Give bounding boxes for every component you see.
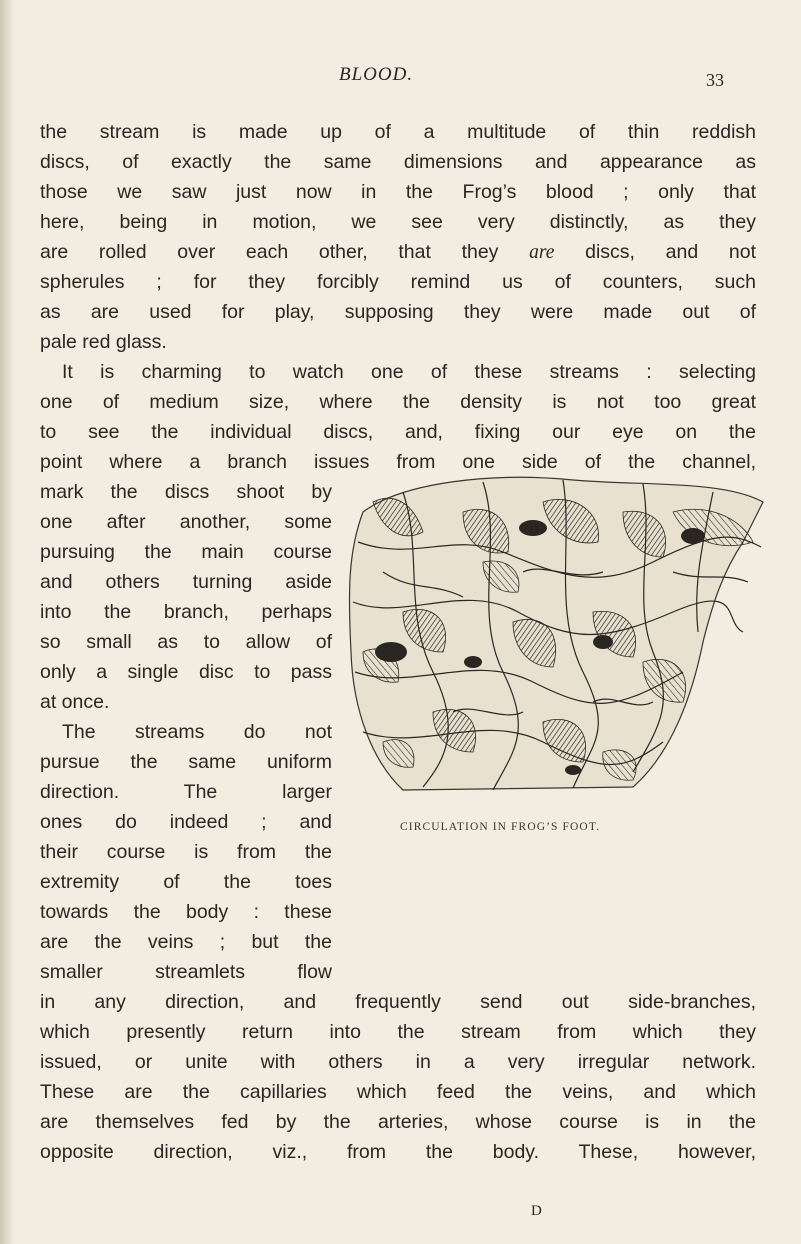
text-line: the stream is made up of a multitude of thin reddish <box>40 121 756 143</box>
text-line: ones do indeed ; and <box>40 811 332 833</box>
text-fragment: are rolled over each other, that they <box>40 241 530 263</box>
text-line: These are the capillaries which feed the veins, and which <box>40 1081 756 1103</box>
text-line: extremity of the toes <box>40 871 332 893</box>
frog-foot-circulation-illustration <box>343 472 769 794</box>
text-line: pale red glass. <box>40 331 167 353</box>
text-line: pursue the same uniform <box>40 751 332 773</box>
text-line: towards the body : these <box>40 901 332 923</box>
text-line: in any direction, and frequently send out side-branches, <box>40 991 756 1013</box>
text-line: It is charming to watch one of these streams : selecting <box>62 361 756 383</box>
text-line: and others turning aside <box>40 571 332 593</box>
text-line: at once. <box>40 691 110 713</box>
text-line: one of medium size, where the density is not too great <box>40 391 756 413</box>
text-line: only a single disc to pass <box>40 661 332 683</box>
capillary-network-engraving <box>343 472 769 794</box>
text-line: mark the discs shoot by <box>40 481 332 503</box>
text-line: are the veins ; but the <box>40 931 332 953</box>
text-line: are themselves fed by the arteries, whose course is in the <box>40 1111 756 1133</box>
text-line: here, being in motion, we see very distinctly, as they <box>40 211 756 233</box>
text-line: their course is from the <box>40 841 332 863</box>
text-line: into the branch, perhaps <box>40 601 332 623</box>
text-line: pursuing the main course <box>40 541 332 563</box>
page-gutter-shadow <box>0 0 14 1244</box>
text-line: point where a branch issues from one side of the channel, <box>40 451 756 473</box>
text-line <box>40 240 756 265</box>
text-line: discs, of exactly the same dimensions and appearance as <box>40 151 756 173</box>
text-line: spherules ; for they forcibly remind us of counters, such <box>40 271 756 293</box>
text-fragment: discs, and not <box>554 241 756 263</box>
figure-caption: CIRCULATION IN FROG’S FOOT. <box>400 821 601 833</box>
text-line: which presently return into the stream from which they <box>40 1021 756 1043</box>
text-line: so small as to allow of <box>40 631 332 653</box>
text-line: to see the individual discs, and, fixing our eye on the <box>40 421 756 443</box>
italic-word: are <box>529 242 555 263</box>
text-line: issued, or unite with others in a very irregular network. <box>40 1051 756 1073</box>
text-line: direction. The larger <box>40 781 332 803</box>
text-line: smaller streamlets flow <box>40 961 332 983</box>
signature-mark: D <box>531 1203 542 1219</box>
text-line: opposite direction, viz., from the body. These, however, <box>40 1141 756 1163</box>
text-line: as are used for play, supposing they were made out of <box>40 301 756 323</box>
text-line: those we saw just now in the Frog’s blood ; only that <box>40 181 756 203</box>
page-number: 33 <box>706 70 724 90</box>
running-title: BLOOD. <box>339 64 414 85</box>
text-line: The streams do not <box>62 721 332 743</box>
text-line: one after another, some <box>40 511 332 533</box>
